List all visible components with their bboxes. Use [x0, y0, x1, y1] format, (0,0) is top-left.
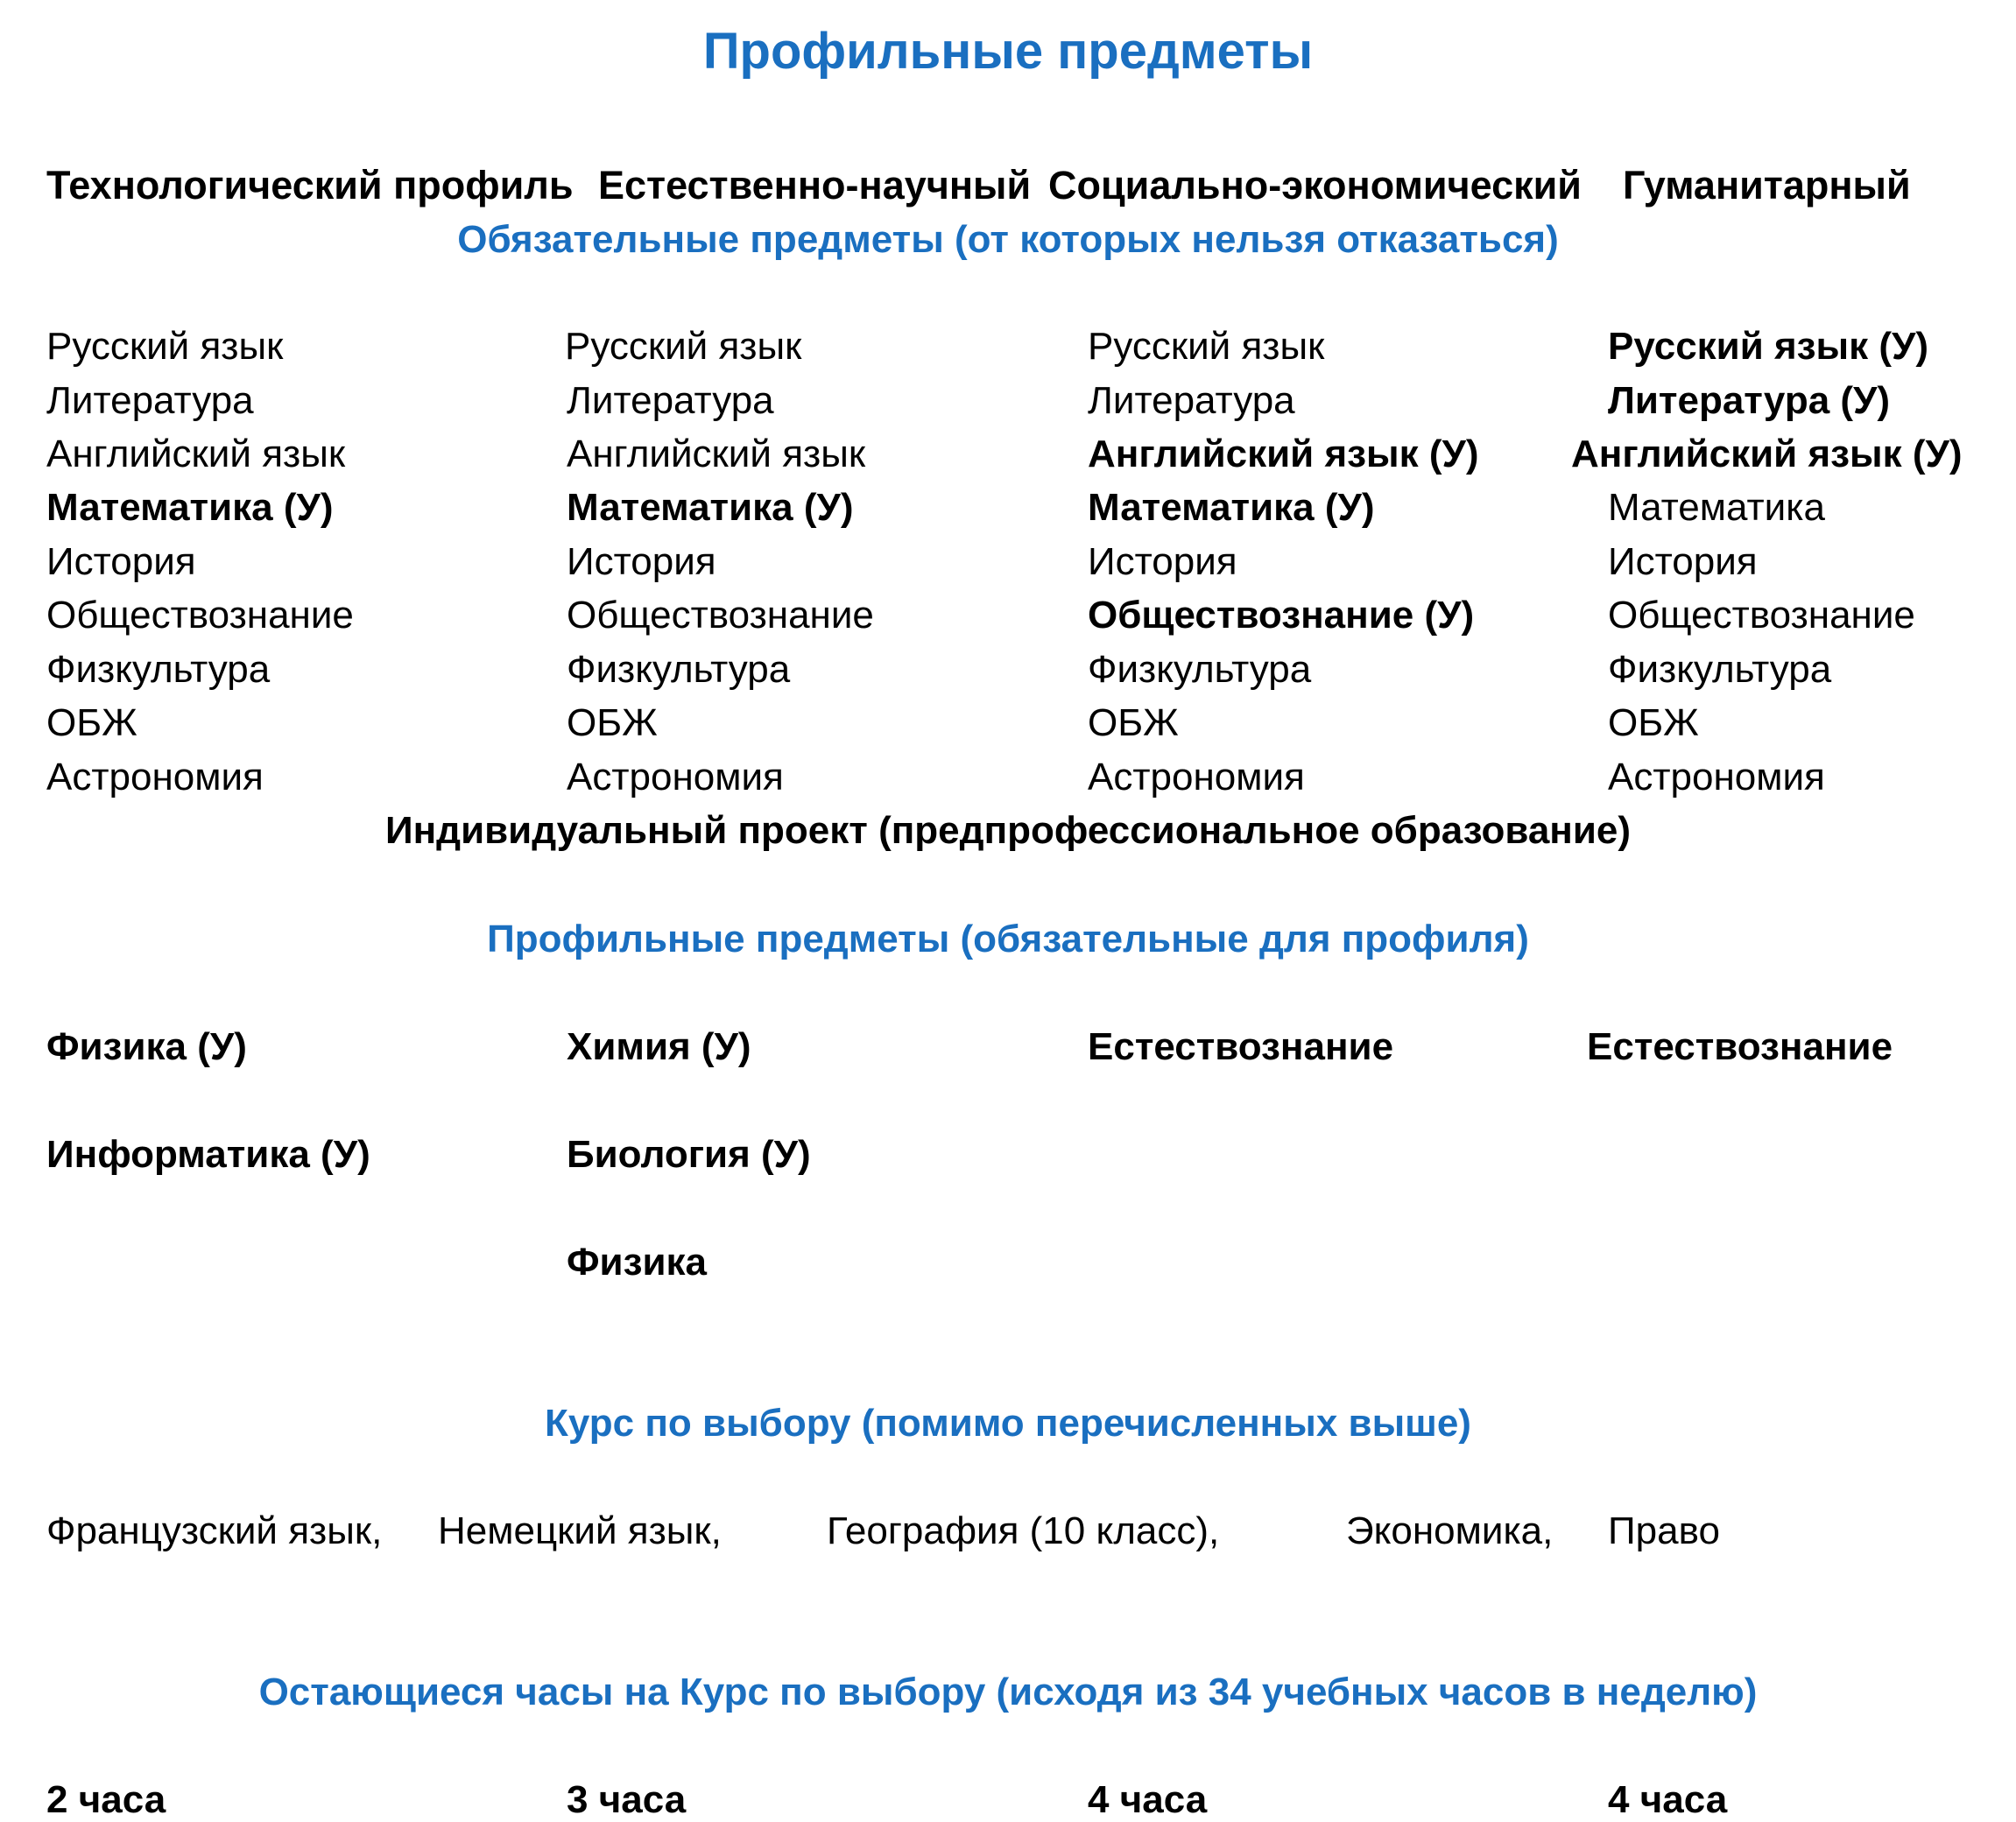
mandatory-item: ОБЖ [46, 701, 137, 744]
profile-subject-item: Физика (У) [46, 1025, 247, 1068]
mandatory-item: Литература [46, 379, 254, 422]
mandatory-heading: Обязательные предметы (от которых нельзя отказаться) [457, 218, 1559, 261]
mandatory-item: Русский язык [46, 325, 284, 368]
profile-header-humanitarian: Гуманитарный [1623, 163, 1911, 208]
mandatory-item: Физкультура [1608, 648, 1832, 691]
mandatory-item: Физкультура [1088, 648, 1312, 691]
profile-subject-item: Физика [567, 1241, 708, 1284]
elective-heading: Курс по выбору (помимо перечисленных выше) [545, 1402, 1471, 1445]
mandatory-item: Математика (У) [567, 486, 854, 529]
mandatory-item: Литература (У) [1608, 379, 1891, 422]
mandatory-item: Обществознание (У) [1088, 594, 1475, 637]
mandatory-item: Физкультура [567, 648, 791, 691]
mandatory-item: Литература [567, 379, 774, 422]
mandatory-item: Английский язык (У) [1571, 433, 1963, 475]
mandatory-item: Обществознание [46, 594, 354, 637]
mandatory-item: Астрономия [1088, 756, 1305, 798]
mandatory-item: Литература [1088, 379, 1295, 422]
mandatory-item: Математика (У) [46, 486, 334, 529]
individual-project: Индивидуальный проект (предпрофессиональное образование) [384, 809, 1632, 852]
hours-item: 2 часа [46, 1778, 166, 1821]
hours-item: 4 часа [1608, 1778, 1728, 1821]
mandatory-item: Обществознание [567, 594, 874, 637]
elective-item: География (10 класс), [827, 1509, 1220, 1552]
mandatory-item: ОБЖ [1088, 701, 1179, 744]
profile-subjects-heading: Профильные предметы (обязательные для профиля) [487, 918, 1529, 960]
mandatory-item: Английский язык (У) [1088, 433, 1479, 475]
profile-header-socio-economic: Социально-экономический [1048, 163, 1582, 208]
mandatory-item: Математика [1608, 486, 1825, 529]
mandatory-item: Астрономия [567, 756, 784, 798]
elective-item: Право [1608, 1509, 1720, 1552]
mandatory-item: История [1608, 540, 1758, 583]
elective-item: Немецкий язык, [438, 1509, 722, 1552]
hours-item: 3 часа [567, 1778, 687, 1821]
elective-item: Французский язык, [46, 1509, 383, 1552]
profile-subject-item: Естествознание [1587, 1025, 1893, 1068]
elective-item: Экономика, [1346, 1509, 1554, 1552]
mandatory-item: Английский язык [567, 433, 866, 475]
hours-item: 4 часа [1088, 1778, 1208, 1821]
mandatory-item: ОБЖ [1608, 701, 1699, 744]
mandatory-item: История [1088, 540, 1237, 583]
profile-subject-item: Химия (У) [567, 1025, 751, 1068]
mandatory-item: Русский язык (У) [1608, 325, 1929, 368]
mandatory-item: Астрономия [1608, 756, 1825, 798]
mandatory-item: Физкультура [46, 648, 271, 691]
profile-subject-item: Естествознание [1088, 1025, 1394, 1068]
mandatory-item: Астрономия [46, 756, 264, 798]
mandatory-item: История [46, 540, 196, 583]
profile-header-technological: Технологический профиль [46, 163, 574, 208]
mandatory-item: Русский язык [565, 325, 802, 368]
mandatory-item: Английский язык [46, 433, 346, 475]
mandatory-item: ОБЖ [567, 701, 658, 744]
mandatory-item: История [567, 540, 716, 583]
mandatory-item: Русский язык [1088, 325, 1325, 368]
profile-subject-item: Биология (У) [567, 1133, 811, 1176]
profile-header-natural-science: Естественно-научный [598, 163, 1032, 208]
mandatory-item: Обществознание [1608, 594, 1915, 637]
mandatory-item: Математика (У) [1088, 486, 1375, 529]
hours-heading: Остающиеся часы на Курс по выбору (исходя из 34 учебных часов в неделю) [258, 1671, 1758, 1713]
profile-subject-item: Информатика (У) [46, 1133, 370, 1176]
page-title: Профильные предметы [702, 23, 1314, 80]
